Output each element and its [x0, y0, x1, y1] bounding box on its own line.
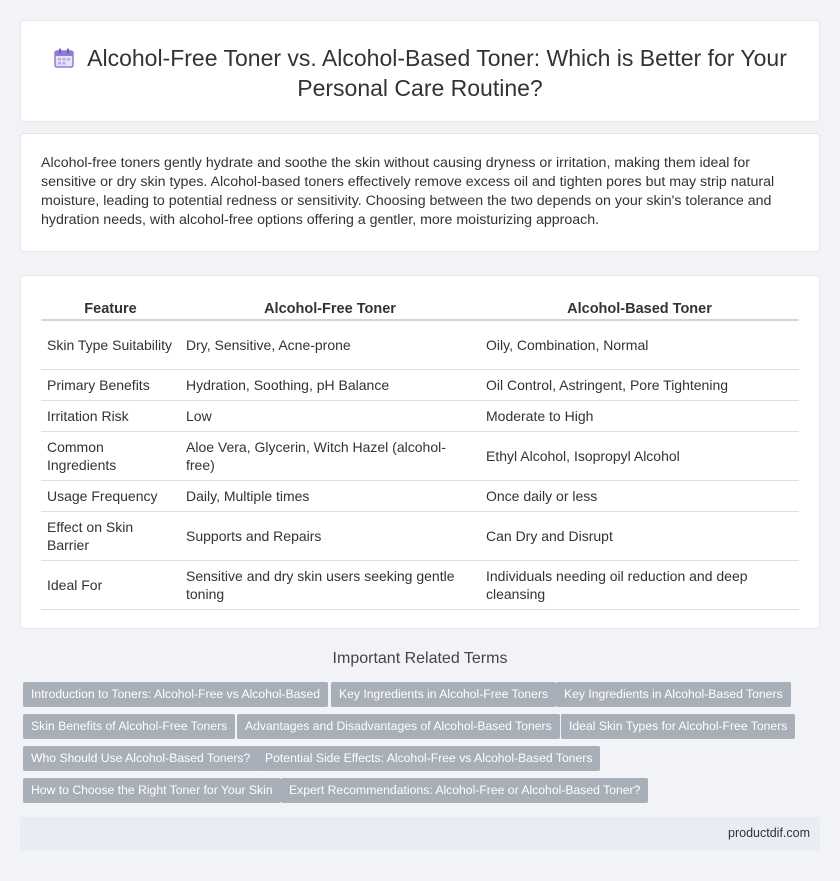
table-row [41, 511, 799, 560]
table-row [41, 320, 799, 369]
table-row [41, 400, 799, 431]
related-term-tag[interactable]: Expert Recommendations: Alcohol-Free or Alcohol-Based Toner? [281, 778, 648, 803]
table-cell: Can Dry and Disrupt [480, 511, 799, 560]
intro-paragraph: Alcohol-free toners gently hydrate and soothe the skin without causing dryness or irritation, making them ideal for sensitive or dry skin types. Alcohol-based toners effectively remove excess oil and tighten pores but may strip natural moisture, leading to potential redness or sensitivity. Choosing between the two depends on your skin's tolerance and hydration needs, with alcohol-free options offering a gentler, more moisturizing approach. [41, 155, 775, 228]
table-cell: Effect on Skin Barrier [41, 511, 180, 560]
table-header-row [41, 294, 799, 320]
related-term-tag[interactable]: How to Choose the Right Toner for Your Skin [23, 778, 281, 803]
table-cell: Usage Frequency [41, 480, 180, 511]
related-term-tag[interactable]: Ideal Skin Types for Alcohol-Free Toners [561, 714, 795, 739]
related-term-tag[interactable]: Key Ingredients in Alcohol-Free Toners [331, 682, 556, 707]
related-term-tag[interactable]: Who Should Use Alcohol-Based Toners? [23, 746, 258, 771]
table-cell: Aloe Vera, Glycerin, Witch Hazel (alcohol-free) [180, 431, 480, 480]
table-row [41, 480, 799, 511]
calendar-icon [53, 47, 75, 69]
column-header: Alcohol-Free Toner [180, 294, 480, 320]
footer [20, 817, 820, 850]
table-cell: Moderate to High [480, 400, 799, 431]
table-cell: Ideal For [41, 560, 180, 609]
table-row [41, 369, 799, 400]
table-cell: Primary Benefits [41, 369, 180, 400]
table-cell: Daily, Multiple times [180, 480, 480, 511]
page-title-text: Alcohol-Free Toner vs. Alcohol-Based Toner: Which is Better for Your Personal Care Routine? [87, 45, 787, 101]
related-term-tag[interactable]: Introduction to Toners: Alcohol-Free vs Alcohol-Based [23, 682, 328, 707]
table-cell: Sensitive and dry skin users seeking gentle toning [180, 560, 480, 609]
table-row [41, 560, 799, 609]
related-term-tag[interactable]: Key Ingredients in Alcohol-Based Toners [556, 682, 791, 707]
table-cell: Dry, Sensitive, Acne-prone [180, 320, 480, 369]
site-name[interactable]: productdif.com [728, 826, 810, 840]
comparison-table [41, 294, 799, 610]
table-cell: Skin Type Suitability [41, 320, 180, 369]
page-title [21, 43, 819, 103]
table-cell: Individuals needing oil reduction and deep cleansing [480, 560, 799, 609]
table-cell: Ethyl Alcohol, Isopropyl Alcohol [480, 431, 799, 480]
table-cell: Irritation Risk [41, 400, 180, 431]
column-header: Feature [41, 294, 180, 320]
title-card [20, 20, 820, 122]
table-cell: Low [180, 400, 480, 431]
intro-card [20, 133, 820, 252]
column-header: Alcohol-Based Toner [480, 294, 799, 320]
table-row [41, 431, 799, 480]
related-term-tag[interactable]: Skin Benefits of Alcohol-Free Toners [23, 714, 235, 739]
table-cell: Oily, Combination, Normal [480, 320, 799, 369]
related-terms-heading: Important Related Terms [332, 650, 508, 667]
table-cell: Oil Control, Astringent, Pore Tightening [480, 369, 799, 400]
comparison-card [20, 275, 820, 629]
related-term-tag[interactable]: Potential Side Effects: Alcohol-Free vs Alcohol-Based Toners [257, 746, 600, 771]
related-term-tag[interactable]: Advantages and Disadvantages of Alcohol-Based Toners [237, 714, 560, 739]
table-cell: Supports and Repairs [180, 511, 480, 560]
table-cell: Hydration, Soothing, pH Balance [180, 369, 480, 400]
table-cell: Once daily or less [480, 480, 799, 511]
table-cell: Common Ingredients [41, 431, 180, 480]
